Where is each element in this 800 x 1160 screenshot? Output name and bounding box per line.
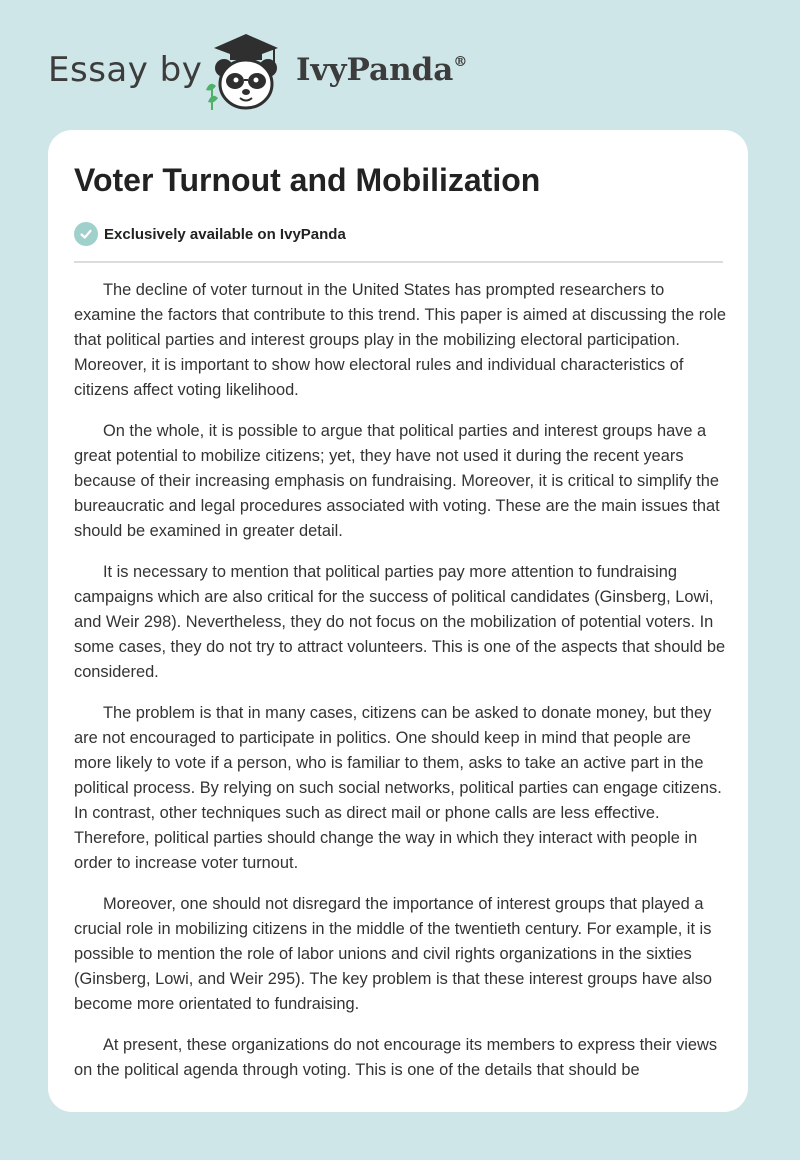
paragraph: The decline of voter turnout in the United States has prompted researchers to examine the factors that contribute to this trend. This paper is aimed at discussing the role that political parties and interest groups play in the mobilizing electoral participation. Moreover, it is important to show how electoral rules and individual characteristics of citizens affect voting likelihood.: [74, 281, 727, 399]
panda-logo-icon[interactable]: [200, 28, 292, 112]
brand-prefix: Essay by: [48, 50, 203, 90]
essay-body: [74, 278, 730, 1099]
paragraph: At present, these organizations do not encourage its members to express their views on the political agenda through voting. This is one of the details that should be: [74, 1036, 718, 1079]
exclusive-badge: [74, 222, 346, 246]
paragraph: The problem is that in many cases, citizens can be asked to donate money, but they are not encouraged to participate in politics. One should keep in mind that people are more likely to vote if a person, who is familiar to them, asks to take an active part in the political process. By relying on such social networks, political parties can engage citizens. In contrast, other techniques such as direct mail or phone calls are less effective. Therefore, political parties should change the way in which they interact with people in order to increase voter turnout.: [74, 704, 722, 872]
registered-mark: ®: [453, 54, 468, 70]
paragraph: It is necessary to mention that political parties pay more attention to fundraising campaigns which are also critical for the success of political candidates (Ginsberg, Lowi, and Weir 298). Nevertheless, they do not focus on the mobilization of potential voters. In some cases, they do not try to attract volunteers. This is one of the aspects that should be considered.: [74, 563, 726, 681]
page-title: Voter Turnout and Mobilization: [74, 162, 541, 198]
divider: [74, 261, 723, 263]
brand-name[interactable]: IvyPanda®: [296, 52, 468, 88]
site-header: [0, 0, 800, 130]
badge-label: Exclusively available on IvyPanda: [104, 225, 346, 243]
paragraph: Moreover, one should not disregard the importance of interest groups that played a crucial role in mobilizing citizens in the middle of the twentieth century. For example, it is possible to mention the role of labor unions and civil rights organizations in the sixties (Ginsberg, Lowi, and Weir 295). The key problem is that these interest groups have also become more orientated to fundraising.: [74, 895, 713, 1013]
check-icon: [74, 222, 98, 246]
essay-card: [48, 130, 748, 1112]
paragraph: On the whole, it is possible to argue that political parties and interest groups have a great potential to mobilize citizens; yet, they have not used it during the recent years because of their increasing emphasis on fundraising. Moreover, it is critical to simplify the bureaucratic and legal procedures associated with voting. These are the main issues that should be examined in greater detail.: [74, 422, 720, 540]
